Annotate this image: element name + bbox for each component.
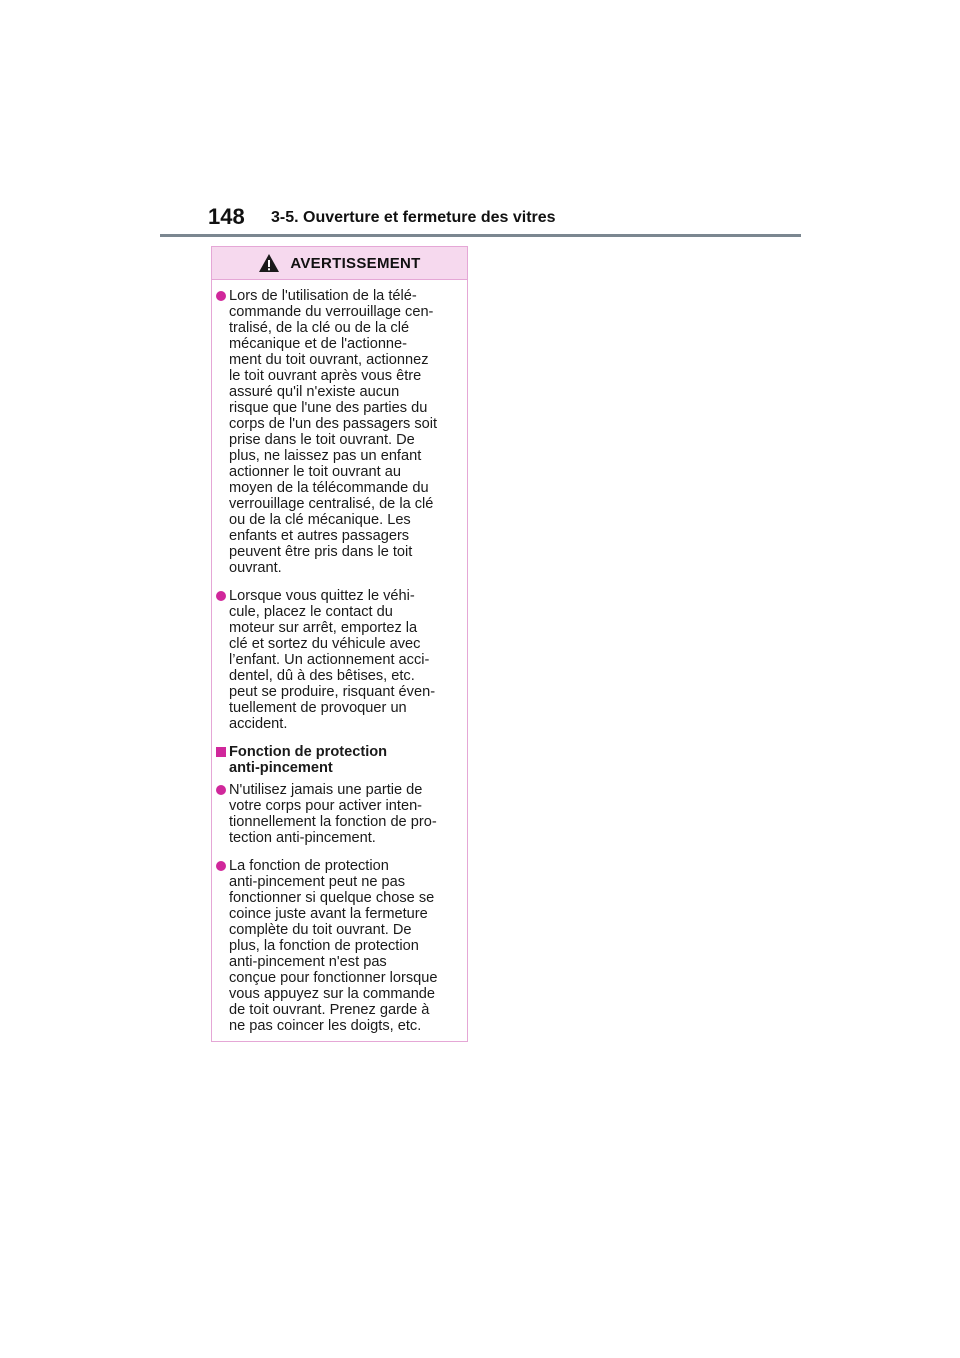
subheading-text: Fonction de protection anti-pincement [229, 744, 388, 776]
warning-item-text: N'utilisez jamais une partie de votre corps pour activer inten- tionnellement la fonction de pro- tection anti-pincement. [229, 782, 437, 846]
page-header [160, 204, 800, 234]
bullet-dot-icon [216, 291, 226, 301]
subheading-anti-pinch [216, 744, 461, 776]
warning-item-text: Lors de l'utilisation de la télé- commande du verrouillage cen- tralisé, de la clé ou de la clé mécanique et de l'actionne- ment du toit ouvrant, actionnez le toit ouvrant après vous être assuré qu'il n'existe aucun risque que l'une des parties du corps de l'un des passagers soit prise dans le toit ouvrant. De plus, ne laissez pas un enfant actionner le toit ouvrant au moyen de la télécommande du verrouillage centralisé, de la clé ou de la clé mécanique. Les enfants et autres passagers peuvent être pris dans le toit ouvrant. [229, 288, 438, 576]
warning-item-remote-key [216, 288, 461, 576]
warning-triangle-icon [258, 253, 280, 273]
bullet-dot-icon [216, 785, 226, 795]
warning-box [211, 246, 468, 1042]
warning-item-body-part [216, 782, 461, 846]
bullet-dot-icon [216, 591, 226, 601]
warning-header [212, 247, 467, 280]
warning-body [212, 280, 467, 1034]
warning-item-leaving-vehicle [216, 588, 461, 732]
bullet-square-icon [216, 747, 226, 757]
bullet-dot-icon [216, 861, 226, 871]
warning-title: AVERTISSEMENT [290, 254, 421, 272]
warning-item-text: Lorsque vous quittez le véhi- cule, placez le contact du moteur sur arrêt, emportez la clé et sortez du véhicule avec l’enfant. Un actionnement acci- dentel, dû à des bêtises, etc. peut se produire, risquant éven- tuellement de provoquer un accident. [229, 588, 436, 732]
warning-item-text: La fonction de protection anti-pincement peut ne pas fonctionner si quelque chose se coince juste avant la fermeture complète du toit ouvrant. De plus, la fonction de protection anti-pincement n'est pas conçue pour fonctionner lorsque vous appuyez sur la commande de toit ouvrant. Prenez garde à ne pas coincer les doigts, etc. [229, 858, 438, 1034]
section-title: 3-5. Ouverture et fermeture des vitres [271, 209, 556, 226]
warning-item-anti-pinch-limit [216, 858, 461, 1034]
page-number: 148 [208, 204, 245, 229]
header-divider [160, 234, 801, 237]
